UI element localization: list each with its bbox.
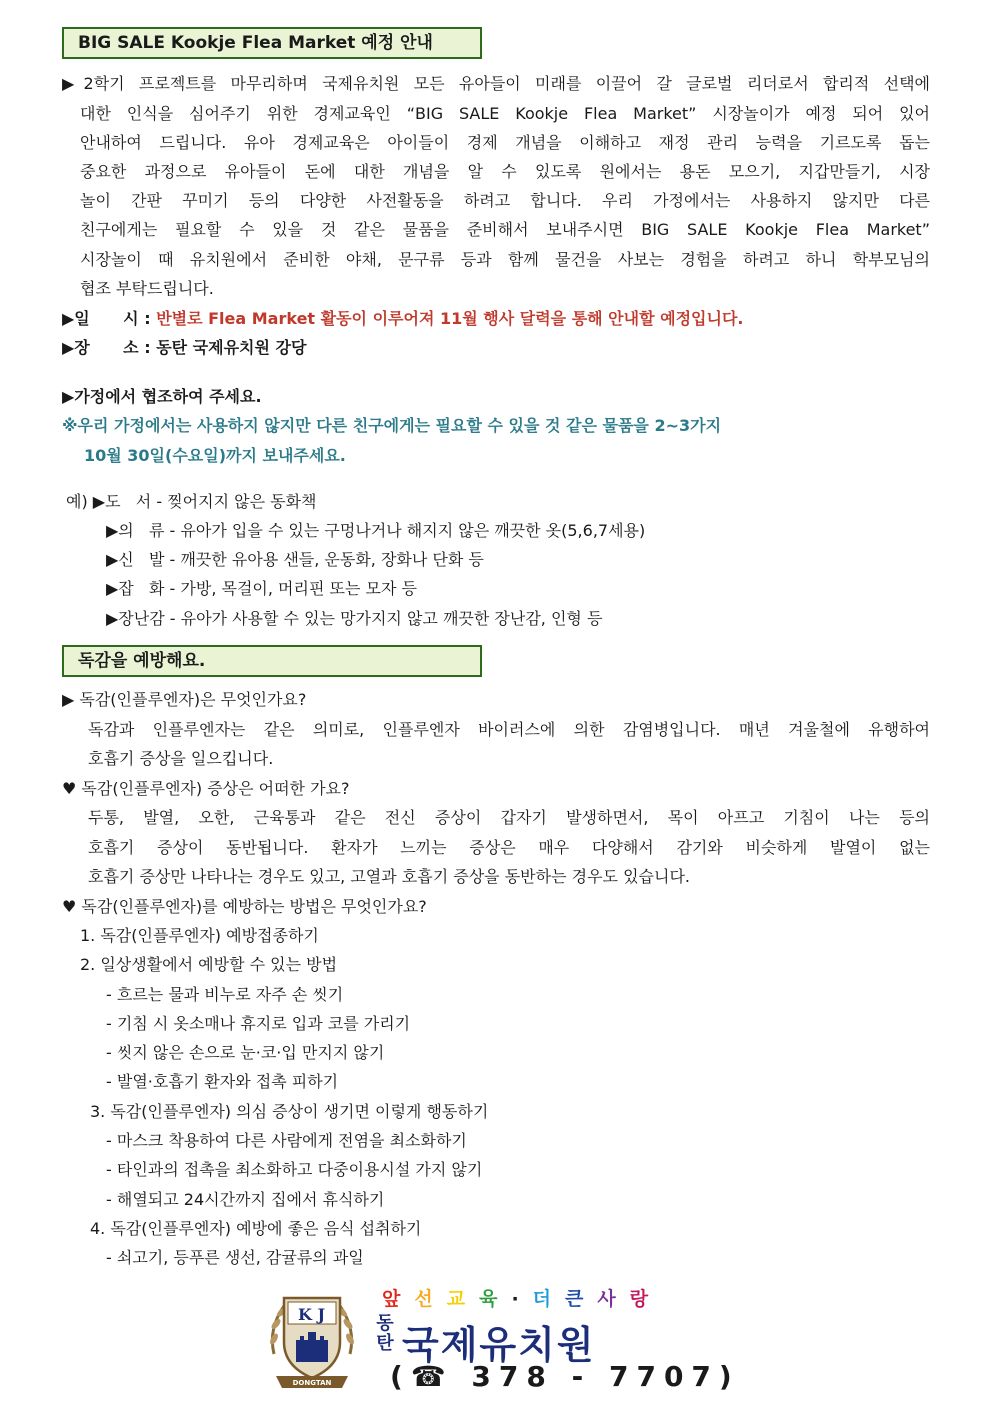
intro-line: 안내하여 드립니다. 유아 경제교육은 아이들이 경제 개념을 이해하고 재정 관리 능력을 기르도록 돕는 (80, 133, 930, 152)
slogan-char: 선 (414, 1288, 433, 1310)
slogan-char: 랑 (629, 1288, 649, 1310)
slogan-char: 앞 (382, 1288, 401, 1310)
flu-answer-line: 호흡기 증상을 일으킵니다. (88, 749, 274, 768)
cooperate-heading: ▶가정에서 협조하여 주세요. (62, 387, 262, 406)
section-title-flea-market: BIG SALE Kookje Flea Market 예정 안내 (62, 27, 482, 59)
intro-line: 놀이 간판 꾸미기 등의 다양한 사전활동을 하려고 합니다. 우리 가정에서는 사용하지 않지만 다른 (80, 191, 930, 210)
flu-list-item: 4. 독감(인플루엔자) 예방에 좋은 음식 섭취하기 (90, 1219, 422, 1238)
slogan-char: 사 (597, 1288, 616, 1310)
flu-list-item: - 씻지 않은 손으로 눈·코·입 만지지 않기 (106, 1043, 385, 1062)
cooperate-note-line1: ※우리 가정에서는 사용하지 않지만 다른 친구에게는 필요할 수 있을 것 같은 물품을 2~3가지 (62, 416, 722, 435)
school-name: 국제유치원 (402, 1323, 596, 1367)
flu-question: ▶ 독감(인플루엔자)은 무엇인가요? (62, 690, 307, 709)
flu-list-item: - 발열·호흡기 환자와 접촉 피하기 (106, 1072, 339, 1091)
date-label: ▶일 시 : (62, 309, 151, 328)
school-location: 동탄 (376, 1313, 394, 1354)
intro-line: ▶2학기 프로젝트를 마무리하며 국제유치원 모든 유아들이 미래를 이끌어 갈 글로벌 리더로서 합리적 선택에 (62, 74, 930, 93)
flu-list-item: 2. 일상생활에서 예방할 수 있는 방법 (80, 955, 338, 974)
schedule-place (62, 338, 306, 358)
emblem-letters: K J (298, 1305, 326, 1324)
flu-answer-line: 독감과 인플루엔자는 같은 의미로, 인플루엔자 바이러스에 의한 감염병입니다. 매년 겨울철에 유행하여 (88, 720, 930, 739)
flu-question: ♥ 독감(인플루엔자)를 예방하는 방법은 무엇인가요? (62, 897, 427, 916)
section-title-flu: 독감을 예방해요. (62, 645, 482, 677)
example-item: ▶잡 화 - 가방, 목걸이, 머리핀 또는 모자 등 (106, 579, 417, 598)
flu-answer-line: 호흡기 증상만 나타나는 경우도 있고, 고열과 호흡기 증상을 동반하는 경우도 있습니다. (88, 867, 690, 886)
schedule-date (62, 309, 743, 329)
flu-list-item: - 타인과의 접촉을 최소화하고 다중이용시설 가지 않기 (106, 1160, 483, 1179)
slogan-char: 더 (532, 1288, 552, 1310)
intro-line: 중요한 과정으로 유아들이 돈에 대한 개념을 알 수 있도록 원에서는 용돈 모으기, 지갑만들기, 시장 (80, 162, 930, 181)
school-emblem-icon (262, 1284, 362, 1394)
school-phone: (☎ 378 - 7707) (390, 1360, 740, 1393)
intro-line: 친구에게는 필요할 수 있을 것 같은 물품을 준비해서 보내주시면 BIG SALE Kookje Flea Market” (80, 220, 930, 239)
flu-question: ♥ 독감(인플루엔자) 증상은 어떠한 가요? (62, 779, 350, 798)
flu-answer-line: 두통, 발열, 오한, 근육통과 같은 전신 증상이 갑자기 발생하면서, 목이 아프고 기침이 나는 등의 (88, 808, 930, 827)
school-slogan (382, 1284, 662, 1311)
example-item: ▶의 류 - 유아가 입을 수 있는 구멍나거나 해지지 않은 깨끗한 옷(5,6,7세용) (106, 521, 646, 540)
place-value: 동탄 국제유치원 강당 (156, 338, 307, 357)
example-item: ▶장난감 - 유아가 사용할 수 있는 망가지지 않고 깨끗한 장난감, 인형 등 (106, 609, 603, 628)
intro-line: 대한 인식을 심어주기 위한 경제교육인 “BIG SALE Kookje Flea Market” 시장놀이가 예정 되어 있어 (80, 104, 930, 123)
flu-list-item: 3. 독감(인플루엔자) 의심 증상이 생기면 이렇게 행동하기 (90, 1102, 489, 1121)
slogan-char: · (511, 1288, 519, 1310)
flu-list-item: - 기침 시 옷소매나 휴지로 입과 코를 가리기 (106, 1014, 411, 1033)
flu-list-item: - 마스크 착용하여 다른 사람에게 전염을 최소화하기 (106, 1131, 467, 1150)
flu-list-item: - 흐르는 물과 비누로 자주 손 씻기 (106, 985, 344, 1004)
intro-line: 협조 부탁드립니다. (80, 279, 214, 298)
slogan-char: 육 (479, 1288, 498, 1310)
example-item: ▶신 발 - 깨끗한 유아용 샌들, 운동화, 장화나 단화 등 (106, 550, 484, 569)
date-value: 반별로 Flea Market 활동이 이루어져 11월 행사 달력을 통해 안내할 예정입니다. (156, 309, 744, 328)
example-item: 예) ▶도 서 - 찢어지지 않은 동화책 (66, 492, 317, 511)
place-label: ▶장 소 : (62, 338, 151, 357)
flu-list-item: 1. 독감(인플루엔자) 예방접종하기 (80, 926, 319, 945)
slogan-char: 교 (446, 1288, 466, 1310)
intro-line: 시장놀이 때 유치원에서 준비한 야채, 문구류 등과 함께 물건을 사보는 경험을 하려고 하니 학부모님의 (80, 250, 930, 269)
school-logo (262, 1284, 740, 1394)
cooperate-note-line2: 10월 30일(수요일)까지 보내주세요. (84, 446, 346, 465)
flu-answer-line: 호흡기 증상이 동반됩니다. 환자가 느끼는 증상은 매우 다양해서 감기와 비슷하게 발열이 없는 (88, 838, 930, 857)
slogan-char: 큰 (565, 1288, 584, 1310)
emblem-ribbon: DONGTAN (292, 1379, 332, 1387)
flu-list-item: - 해열되고 24시간까지 집에서 휴식하기 (106, 1190, 385, 1209)
flu-list-item: - 쇠고기, 등푸른 생선, 감귤류의 과일 (106, 1248, 364, 1267)
